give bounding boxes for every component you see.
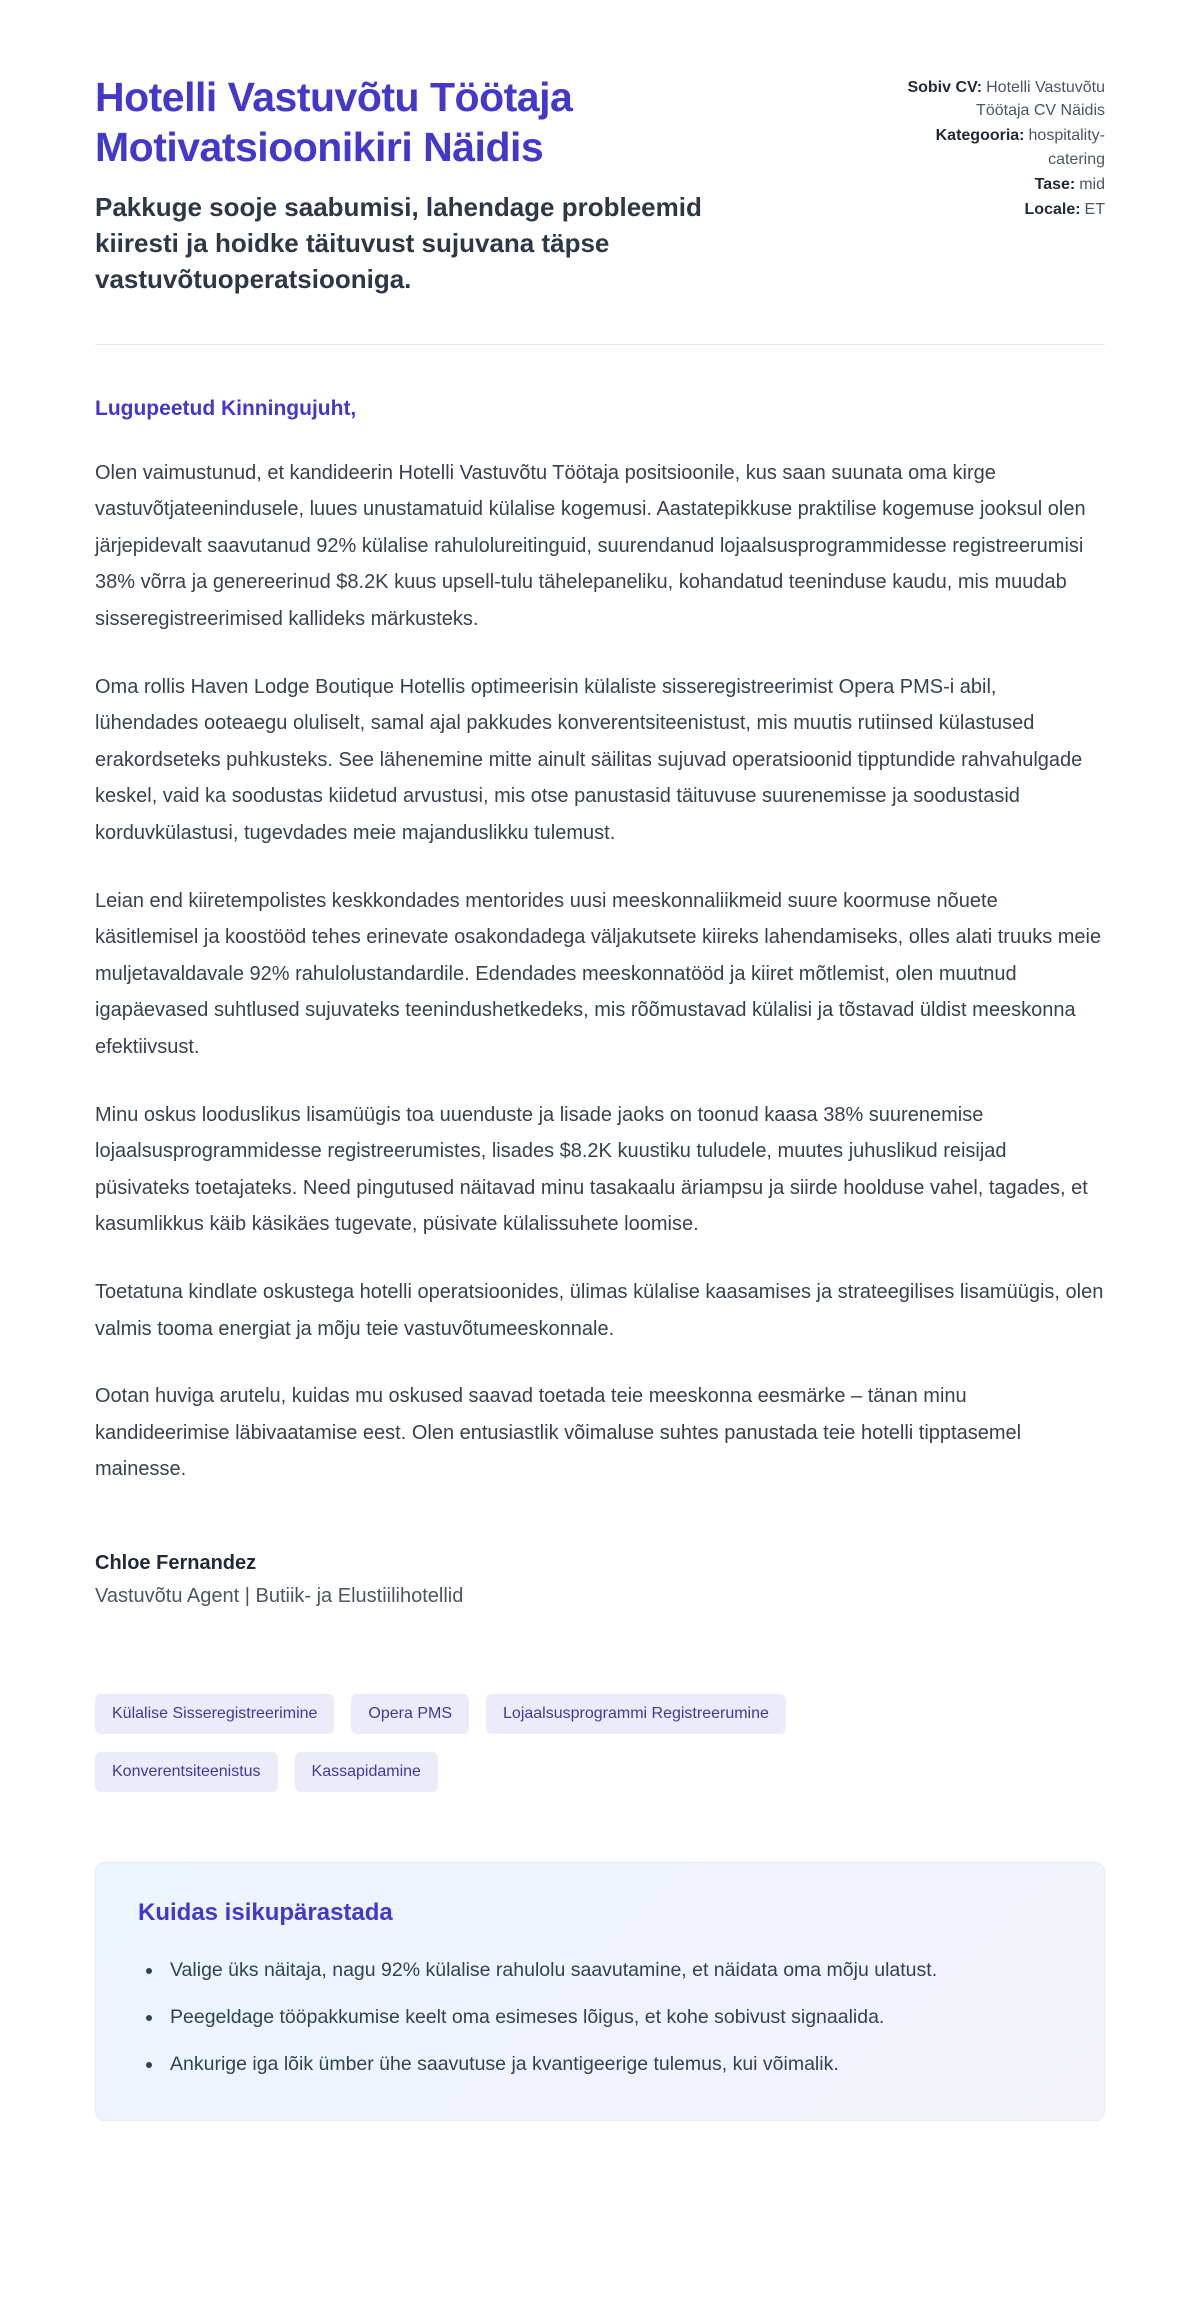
meta-label: Sobiv CV: <box>907 79 983 96</box>
tag-guest-checkin[interactable]: Külalise Sisseregistreerimine <box>95 1694 334 1734</box>
tip-item: • Peegeldage tööpakkumise keelt oma esimeses lõigus, et kohe sobivust signaalida. <box>164 2002 1062 2032</box>
tag-opera-pms[interactable]: Opera PMS <box>351 1694 469 1734</box>
meta-block <box>905 72 1105 223</box>
meta-value: Hotelli Vastuvõtu Töötaja CV Näidis <box>976 79 1105 120</box>
tag-cash-handling[interactable]: Kassapidamine <box>295 1752 438 1792</box>
tag-loyalty-enrollment[interactable]: Lojaalsusprogrammi Registreerumine <box>486 1694 786 1734</box>
page-title: Hotelli Vastuvõtu Töötaja Motivatsioonikiri Näidis <box>95 74 573 171</box>
letter-paragraph: Olen vaimustunud, et kandideerin Hotelli Vastuvõtu Töötaja positsioonile, kus saan suunata oma kirge vastuvõtjateenindusele, luues unustamatuid külalise kogemusi. Aastatepikkuse praktilise kogemuse jooksul olen järjepidevalt saavutanud 92% külalise rahulolureitinguid, suurendanud lojaalsusprogrammidesse registreerumisi 38% võrra ja genereerinud $8.2K kuus upsell-tulu tähelepaneliku, kohandatud teeninduse kaudu, mis muudab sisseregistreerimised kallideks märkusteks. <box>95 461 1086 631</box>
letter-body <box>95 455 1105 1488</box>
header-divider <box>95 344 1105 345</box>
letter-paragraph: Minu oskus looduslikus lisamüügis toa uuenduste ja lisade jaoks on toonud kaasa 38% suurenemise lojaalsusprogrammidesse registreerumistes, lisades $8.2K kuustiku tuludele, muutes juhuslikud reisijad püsivateks toetajateks. Need pingutused näitavad minu tasakaalu äriampsu ja siirde hoolduse vahel, tagades, et kasumlikkus käib käsikäes tugevate, püsivate külalissuhete loomise. <box>95 1103 1088 1236</box>
document-header <box>95 72 1105 298</box>
letter-paragraph: Toetatuna kindlate oskustega hotelli operatsioonides, ülimas külalise kaasamises ja strateegilises lisamüügis, olen valmis tooma energiat ja mõju teie vastuvõtumeeskonnale. <box>95 1280 1104 1340</box>
signature-block <box>95 1552 1105 1608</box>
page-subtitle: Pakkuge sooje saabumisi, lahendage probleemid kiiresti ja hoidke täituvust sujuvana täpse vastuvõtuoperatsiooniga. <box>95 192 702 294</box>
meta-label: Kategooria: <box>935 127 1025 145</box>
meta-value: mid <box>1079 175 1105 193</box>
meta-value: ET <box>1084 200 1105 218</box>
meta-row-locale <box>905 198 1105 221</box>
meta-label: Tase: <box>1034 175 1076 193</box>
signature-name: Chloe Fernandez <box>95 1551 257 1574</box>
meta-row-matching-cv <box>905 76 1105 122</box>
signature-role: Vastuvõtu Agent | Butiik- ja Elustiilihotellid <box>95 1584 464 1607</box>
letter-paragraph: Oma rollis Haven Lodge Boutique Hotellis optimeerisin külaliste sisseregistreerimist Opera PMS-i abil, lühendades ooteaegu oluliselt, samal ajal pakkudes konverentsiteenistust, mis muutis rutiinsed külastused erakordseteks puhkusteks. See lähenemine mitte ainult säilitas sujuvad operatsioonid tipptundide rahvahulgade keskel, vaid ka soodustas kiidetud arvustusi, mis otse panustasid täituvuse suurenemisse ja soodustasid korduvkülastusi, tugevdades meie majanduslikku tulemust. <box>95 675 1083 844</box>
letter-paragraph: Ootan huviga arutelu, kuidas mu oskused saavad toetada teie meeskonna eesmärke – tänan minu kandideerimise läbivaatamise eest. Olen entusiastlik võimaluse suhtes panustada teie hotelli tipptasemel mainesse. <box>95 1385 1022 1481</box>
tag-concierge-service[interactable]: Konverentsiteenistus <box>95 1752 278 1792</box>
tip-item: • Valige üks näitaja, nagu 92% külalise rahulolu saavutamine, et näidata oma mõju ulatust. <box>164 1955 1062 1985</box>
meta-row-level <box>905 173 1105 196</box>
meta-value: hospitality-catering <box>1028 127 1105 168</box>
tips-title: Kuidas isikupärastada <box>138 1898 393 1926</box>
meta-label: Locale: <box>1024 200 1081 218</box>
letter-paragraph: Leian end kiiretempolistes keskkondades mentorides uusi meeskonnaliikmeid suure koormuse nõuete käsitlemisel ja koostööd tehes erinevate osakondadega väljakutsete kiireks lahendamiseks, olles alati truuks meie muljetavaldavale 92% rahulolustandardile. Edendades meeskonnatööd ja kiiret mõtlemist, olen muutnud igapäevased suhtlused sujuvateks teenindushetkedeks, mis rõõmustavad külalisi ja tõstavad üldist meeskonna efektiivsust. <box>95 889 1102 1058</box>
tips-list <box>138 1955 1062 2080</box>
content-container <box>95 0 1105 2181</box>
letter-greeting: Lugupeetud Kinningujuht, <box>95 396 357 420</box>
personalization-tips-box <box>95 1862 1105 2121</box>
header-title-block <box>95 72 735 298</box>
skill-tags <box>95 1694 915 1792</box>
meta-row-category <box>905 124 1105 170</box>
tip-item: • Ankurige iga lõik ümber ühe saavutuse ja kvantigeerige tulemus, kui võimalik. <box>164 2049 1062 2079</box>
